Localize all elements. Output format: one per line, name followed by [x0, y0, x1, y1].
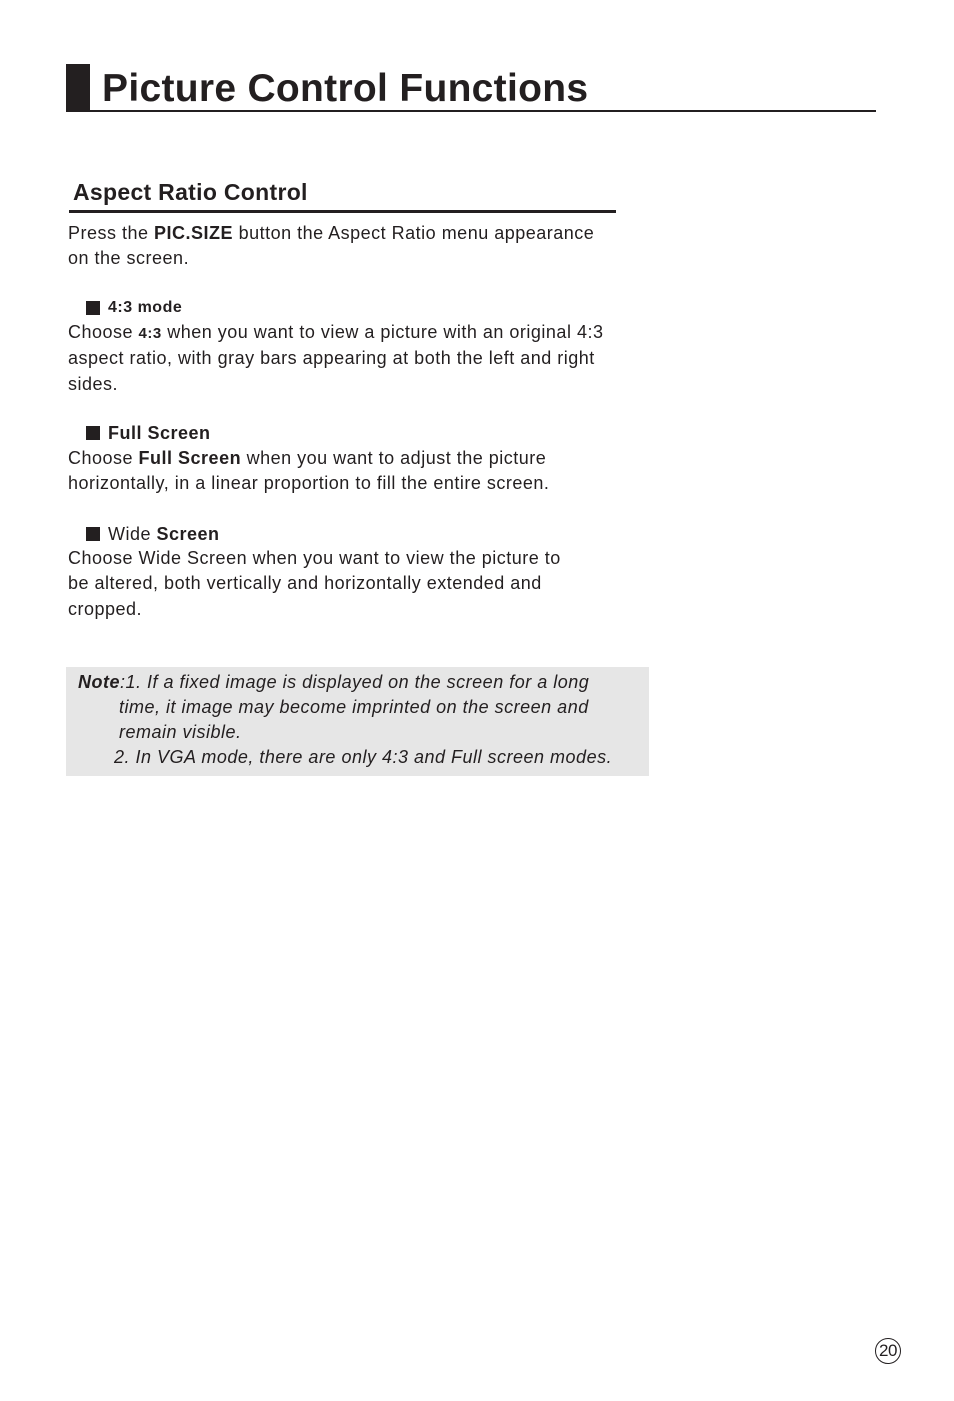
note-line-3: remain visible. — [119, 722, 242, 742]
note-line-2: time, it image may become imprinted on the screen and — [119, 697, 589, 717]
note-label: Note — [78, 672, 120, 692]
section-underline — [69, 210, 616, 213]
section-heading: Aspect Ratio Control — [73, 179, 308, 205]
mode-text: when you want to adjust the picture — [241, 448, 547, 468]
mode-keyword: Full Screen — [138, 448, 242, 468]
mode-heading-4-3 — [86, 297, 182, 319]
mode-text: when you want to view a picture with an original 4:3 — [161, 322, 604, 342]
title-accent-bar — [66, 64, 90, 112]
mode-text: Choose — [68, 322, 139, 342]
intro-text: on the screen. — [68, 248, 190, 269]
note-line-4: 2. In VGA mode, there are only 4:3 and Full screen modes. — [114, 747, 613, 767]
mode-heading-label: Wide — [108, 524, 157, 544]
mode-text: be altered, both vertically and horizontally extended and — [68, 573, 542, 594]
intro-text: button the Aspect Ratio menu appearance — [233, 223, 595, 243]
bullet-square-icon — [86, 527, 100, 541]
mode-text: aspect ratio, with gray bars appearing at both the left and right — [68, 348, 595, 369]
title-underline — [90, 110, 876, 112]
mode-text: Choose — [68, 448, 139, 468]
mode-text: sides. — [68, 373, 119, 394]
bullet-square-icon — [86, 301, 100, 315]
page-title: Picture Control Functions — [102, 67, 589, 110]
mode-keyword: 4:3 — [138, 325, 162, 342]
mode-description-4-3 — [68, 320, 603, 397]
mode-text: cropped. — [68, 598, 143, 619]
bullet-square-icon — [86, 426, 100, 440]
mode-text: horizontally, in a linear proportion to fill the entire screen. — [68, 473, 550, 494]
mode-heading-full-screen — [86, 422, 211, 444]
mode-heading-wide-screen — [86, 523, 220, 545]
mode-heading-bold: Screen — [156, 524, 220, 544]
intro-paragraph — [68, 221, 594, 272]
mode-heading-label: 4:3 mode — [108, 299, 183, 316]
pic-size-key: PIC.SIZE — [154, 223, 234, 243]
mode-text: Choose Wide Screen when you want to view the picture to — [68, 548, 561, 568]
note-line-1 — [78, 670, 589, 695]
note-text: :1. If a fixed image is displayed on the screen for a long — [120, 672, 590, 692]
page-number: 20 — [875, 1338, 901, 1364]
mode-heading-label: Full Screen — [108, 423, 211, 443]
mode-description-wide-screen — [68, 546, 561, 622]
intro-text: Press the — [68, 223, 155, 243]
mode-description-full-screen — [68, 446, 549, 497]
